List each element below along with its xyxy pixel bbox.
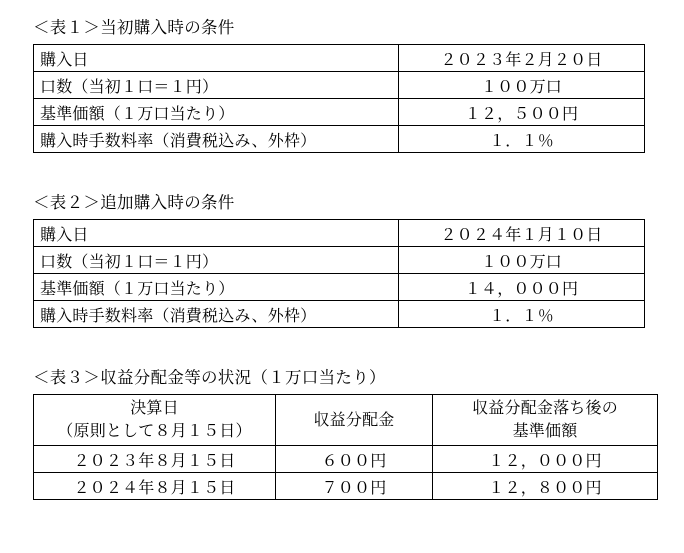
caption-table-3: ＜表３＞収益分配金等の状況（１万口当たり） bbox=[33, 368, 386, 387]
table-initial-purchase-conditions bbox=[33, 44, 645, 153]
column-header-dividend bbox=[276, 395, 433, 446]
row-label: 基準価額（１万口当たり） bbox=[34, 99, 399, 126]
header-line-1: 決算日 bbox=[130, 400, 179, 417]
column-header-settlement-date bbox=[34, 395, 276, 446]
header-line-1: 収益分配金 bbox=[313, 411, 395, 429]
table-row bbox=[34, 72, 645, 99]
table-row bbox=[34, 45, 645, 72]
row-label: 購入時手数料率（消費税込み、外枠） bbox=[34, 126, 399, 153]
caption-table-2: ＜表２＞追加購入時の条件 bbox=[33, 193, 235, 212]
section-table-1 bbox=[33, 18, 645, 153]
table-row bbox=[34, 247, 645, 274]
cell-nav: １２，８００円 bbox=[433, 473, 658, 500]
row-value: １．１％ bbox=[399, 301, 645, 328]
table-row bbox=[34, 220, 645, 247]
row-label: 口数（当初１口＝１円） bbox=[34, 72, 399, 99]
table-row bbox=[34, 301, 645, 328]
row-value: １００万口 bbox=[399, 72, 645, 99]
row-label: 口数（当初１口＝１円） bbox=[34, 247, 399, 274]
row-label: 購入日 bbox=[34, 45, 399, 72]
row-label: 購入日 bbox=[34, 220, 399, 247]
section-table-2 bbox=[33, 193, 645, 328]
header-line-1: 収益分配金落ち後の bbox=[472, 400, 618, 417]
row-value: １４，０００円 bbox=[399, 274, 645, 301]
table-distribution-status bbox=[33, 394, 658, 500]
row-value: １２，５００円 bbox=[399, 99, 645, 126]
table-row bbox=[34, 473, 658, 500]
table-header-row bbox=[34, 395, 658, 446]
column-header-nav-after-dividend bbox=[433, 395, 658, 446]
table-row bbox=[34, 99, 645, 126]
row-value: １．１％ bbox=[399, 126, 645, 153]
table-row bbox=[34, 274, 645, 301]
row-value: ２０２４年１月１０日 bbox=[399, 220, 645, 247]
table-row bbox=[34, 446, 658, 473]
cell-settlement-date: ２０２３年８月１５日 bbox=[34, 446, 276, 473]
header-line-2: 基準価額 bbox=[512, 423, 578, 440]
section-table-3 bbox=[33, 368, 658, 500]
row-label: 基準価額（１万口当たり） bbox=[34, 274, 399, 301]
cell-nav: １２，０００円 bbox=[433, 446, 658, 473]
cell-dividend: ６００円 bbox=[276, 446, 433, 473]
cell-settlement-date: ２０２４年８月１５日 bbox=[34, 473, 276, 500]
header-line-2: （原則として８月１５日） bbox=[57, 423, 252, 440]
cell-dividend: ７００円 bbox=[276, 473, 433, 500]
row-value: ２０２３年２月２０日 bbox=[399, 45, 645, 72]
table-additional-purchase-conditions bbox=[33, 219, 645, 328]
caption-table-1: ＜表１＞当初購入時の条件 bbox=[33, 18, 235, 37]
table-row bbox=[34, 126, 645, 153]
row-value: １００万口 bbox=[399, 247, 645, 274]
row-label: 購入時手数料率（消費税込み、外枠） bbox=[34, 301, 399, 328]
